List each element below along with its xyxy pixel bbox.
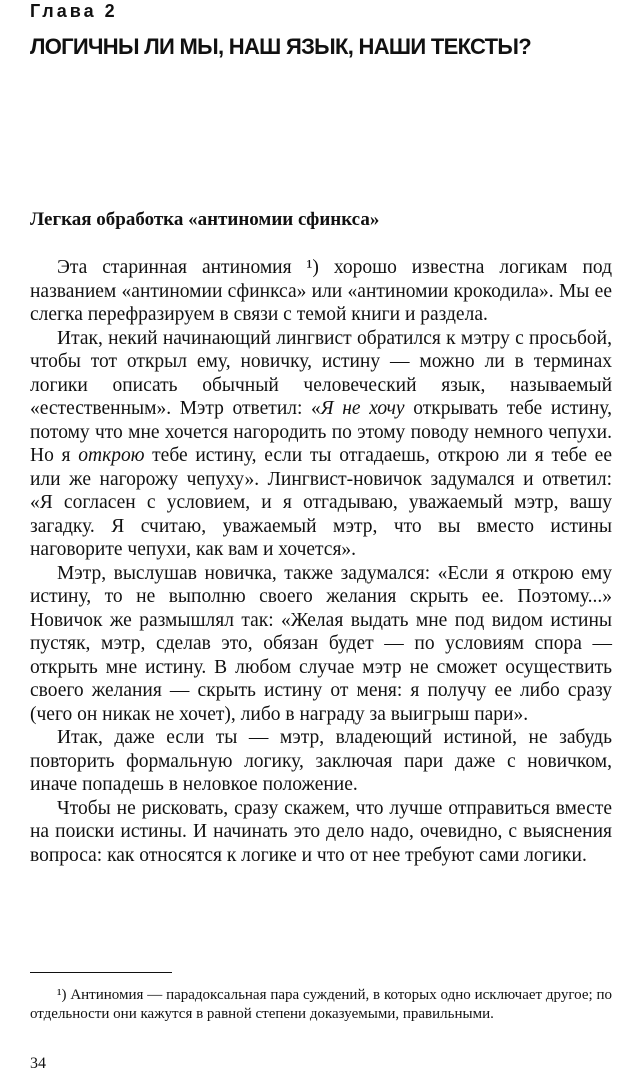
paragraph-4: Итак, даже если ты — мэтр, владеющий истиной, не забудь повторить формальную логику, заключая пари даже с новичком, иначе попадешь в неловкое положение.	[30, 727, 612, 795]
paragraph-2-emphasis-1: Я не хочу	[320, 398, 405, 419]
paragraph-3: Мэтр, выслушав новичка, также задумался: «Если я открою ему истину, то не выполню своего желания скрыть ее. Поэтому...» Новичок же размышлял так: «Желая выдать мне под видом истины пустяк, мэтр, сделав это, обязан будет — по условиям спора — открыть мне истину. В любом случае мэтр не сможет осуществить своего желания — скрыть истину от меня: я получу ее либо сразу (чего он никак не хочет), либо в награду за выигрыш пари».	[30, 562, 612, 725]
chapter-label: Глава 2	[30, 1, 118, 21]
page-number: 34	[30, 1055, 46, 1072]
paragraph-2-part-b: открывать тебе истину, потому что мне хочется нагородить по этому поводу немного чепухи. Но я	[30, 398, 612, 466]
paragraph-2-emphasis-2: открою	[78, 445, 145, 466]
paragraph-5: Чтобы не рисковать, сразу скажем, что лучше отправиться вместе на поиски истины. И начинать это дело надо, очевидно, с выяснения вопроса: как относятся к логике и что от нее требуют сами логики.	[30, 797, 612, 866]
body-text	[30, 256, 612, 867]
paragraph-2	[30, 327, 612, 562]
paragraph-2-part-c: тебе истину, если ты отгадаешь, открою ли я тебе ее или же нагорожу чепуху». Лингвист-новичок задумался и ответил: «Я согласен с условием, и я отгадываю, уважаемый мэтр, вашу загадку. Я считаю, уважаемый мэтр, что вы вместо истины наговорите чепухи, как вам и хочется».	[30, 445, 612, 560]
chapter-title: ЛОГИЧНЫ ЛИ МЫ, НАШ ЯЗЫК, НАШИ ТЕКСТЫ?	[30, 34, 531, 59]
footnote: ¹) Антиномия — парадоксальная пара суждений, в которых одно исключает другое; по отдельности они кажутся в равной степени доказуемыми, правильными.	[30, 987, 612, 1022]
paragraph-1: Эта старинная антиномия ¹) хорошо известна логикам под названием «антиномии сфинкса» или «антиномии крокодила». Мы ее слегка перефразируем в связи с темой книги и раздела.	[30, 257, 612, 325]
section-title: Легкая обработка «антиномии сфинкса»	[30, 209, 380, 230]
paragraph-2-part-a: Итак, некий начинающий лингвист обратился к мэтру с просьбой, чтобы тот открыл ему, новичку, истину — можно ли в терминах логики описать обычный человеческий язык, называемый «естественным». Мэтр ответил: «	[30, 327, 612, 419]
footnote-divider	[30, 972, 172, 973]
